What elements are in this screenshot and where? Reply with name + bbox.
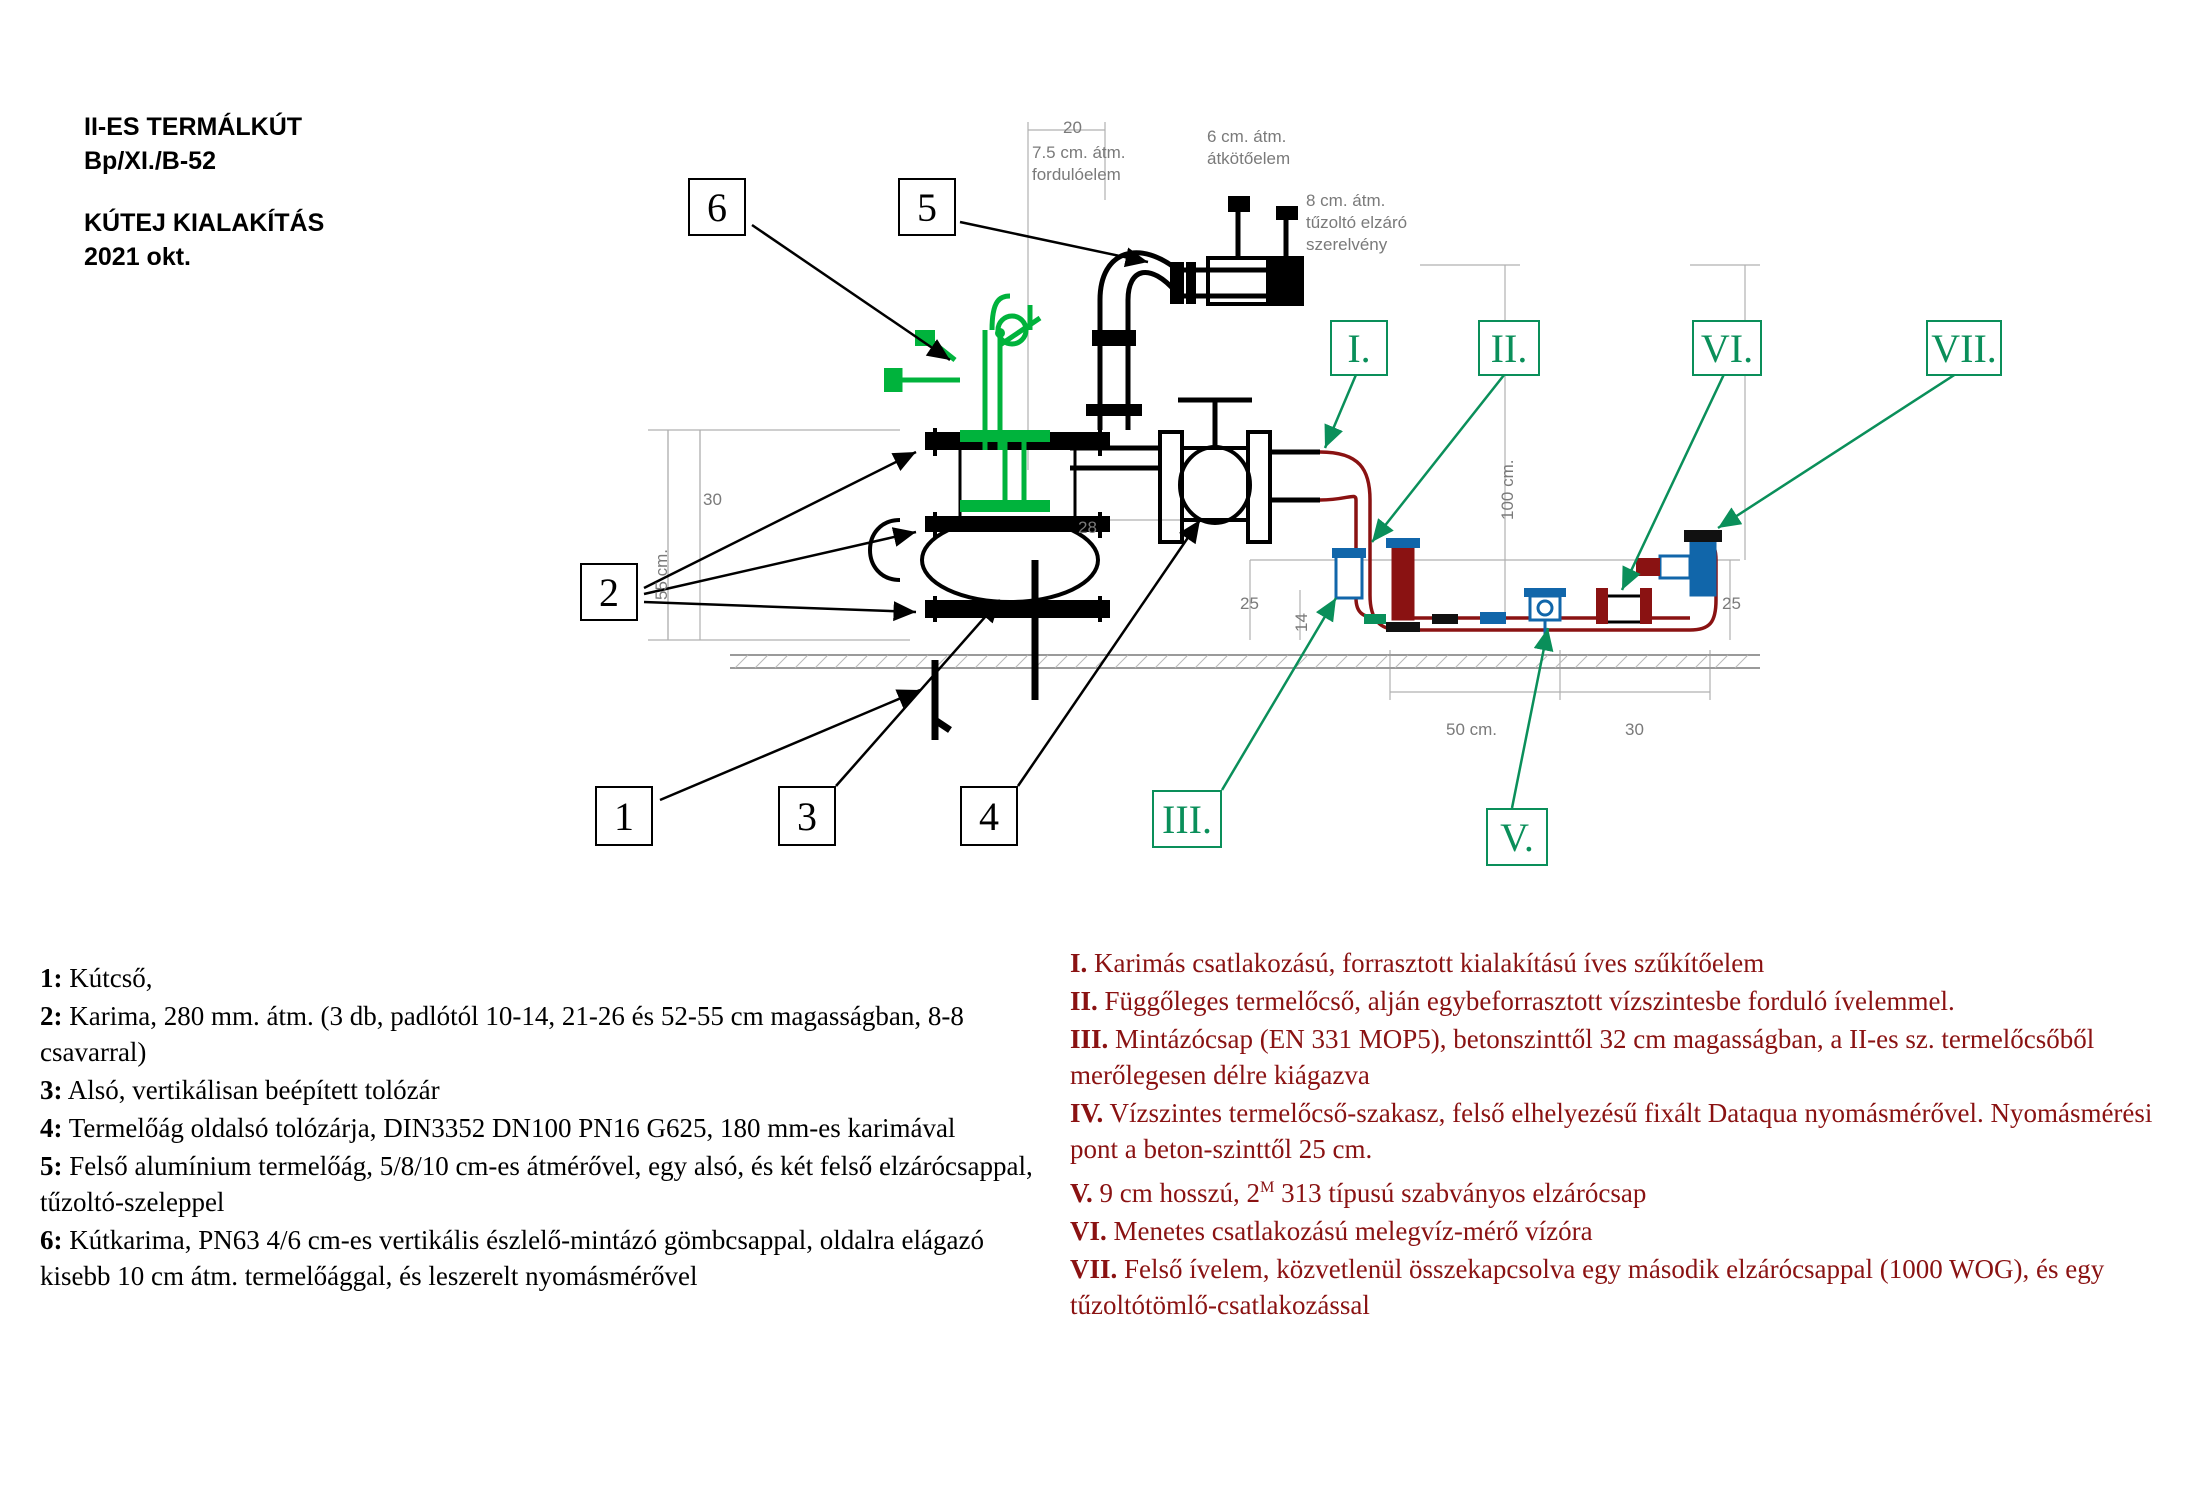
legend-item-4-num: 4: bbox=[40, 1113, 63, 1143]
legend-item-2-num: 2: bbox=[40, 1001, 63, 1031]
legend-roman bbox=[1070, 945, 2180, 1325]
legend-item-v bbox=[1070, 1169, 2180, 1211]
note-tuzolto-3: szerelvény bbox=[1306, 235, 1388, 254]
callout-vii-label: VII. bbox=[1931, 325, 1997, 371]
dim-25-left: 25 bbox=[1240, 594, 1259, 613]
legend-item-3-num: 3: bbox=[40, 1075, 63, 1105]
dim-25-right: 25 bbox=[1722, 594, 1741, 613]
legend-item-1-num: 1: bbox=[40, 963, 63, 993]
callout-v-label: V. bbox=[1500, 814, 1534, 860]
callout-ii[interactable] bbox=[1478, 320, 1540, 376]
valve-iii bbox=[1336, 556, 1362, 598]
callout-ii-label: II. bbox=[1490, 325, 1528, 371]
title-line-1: II-ES TERMÁLKÚT bbox=[84, 113, 303, 141]
dim-30-bottom: 30 bbox=[1625, 720, 1644, 739]
dim-28: 28 bbox=[1078, 518, 1097, 537]
callout-4-label: 4 bbox=[979, 793, 999, 839]
legend-item-2-text: Karima, 280 mm. átm. (3 db, padlótól 10-14, 21-26 és 52-55 cm magasságban, 8-8 csavarral) bbox=[40, 1001, 964, 1067]
legend-item-1 bbox=[40, 960, 1060, 996]
end-assembly-vii bbox=[1636, 530, 1722, 596]
note-atkotoelem-1: 6 cm. átm. bbox=[1207, 127, 1287, 146]
note-fordulóelem-2: fordulóelem bbox=[1032, 165, 1121, 184]
callout-3[interactable] bbox=[778, 786, 836, 846]
title-line-4: 2021 okt. bbox=[84, 243, 192, 271]
legend-item-vii-text: Felső ívelem, közvetlenül összekapcsolva egy második elzárócsappal (1000 WOG), és egy tűzoltótömlő-csatlakozással bbox=[1070, 1254, 2105, 1320]
note-tuzolto-1: 8 cm. átm. bbox=[1306, 191, 1386, 210]
callout-i[interactable] bbox=[1330, 320, 1388, 376]
callout-i-label: I. bbox=[1347, 325, 1371, 371]
legend-item-vi-num: VI. bbox=[1070, 1216, 1107, 1246]
legend-item-iii bbox=[1070, 1021, 2180, 1093]
legend-item-4-text: Termelőág oldalsó tolózárja, DIN3352 DN100 PN16 G625, 180 mm-es karimával bbox=[62, 1113, 956, 1143]
callout-v[interactable] bbox=[1486, 808, 1548, 866]
legend-item-2 bbox=[40, 998, 1060, 1070]
legend-item-ii-num: II. bbox=[1070, 986, 1098, 1016]
dim-100cm: 100 cm. bbox=[1498, 459, 1517, 520]
callout-2-label: 2 bbox=[599, 569, 619, 615]
legend-item-5-num: 5: bbox=[40, 1151, 63, 1181]
legend-item-v-num: V. bbox=[1070, 1178, 1093, 1208]
legend-item-ii bbox=[1070, 983, 2180, 1019]
legend-item-6-text: Kútkarima, PN63 4/6 cm-es vertikális észlelő-mintázó gömbcsappal, oldalra elágazó kisebb 10 cm átm. termelőággal, és leszerelt nyomásmérővel bbox=[40, 1225, 984, 1291]
dim-50cm: 50 cm. bbox=[1446, 720, 1498, 739]
dim-55cm: 55 cm. bbox=[652, 548, 671, 600]
callout-vi-label: VI. bbox=[1700, 325, 1754, 371]
callout-6-label: 6 bbox=[707, 184, 727, 230]
legend-item-ii-text: Függőleges termelőcső, alján egybeforrasztott vízszintesbe forduló ívelemmel. bbox=[1097, 986, 1955, 1016]
legend-item-iv-text: Vízszintes termelőcső-szakasz, felső elhelyezésű fixált Dataqua nyomásmérővel. Nyomásmérési pont a beton-szinttől 25 cm. bbox=[1070, 1098, 2153, 1164]
legend-item-vii bbox=[1070, 1251, 2180, 1323]
dim-14: 14 bbox=[1292, 613, 1311, 632]
callout-4[interactable] bbox=[960, 786, 1018, 846]
legend-item-iv bbox=[1070, 1095, 2180, 1167]
callout-vii[interactable] bbox=[1926, 320, 2002, 376]
dim-30-left: 30 bbox=[703, 490, 722, 509]
legend-item-6-num: 6: bbox=[40, 1225, 63, 1255]
legend-item-vi-text: Menetes csatlakozású melegvíz-mérő vízóra bbox=[1106, 1216, 1593, 1246]
legend-item-5 bbox=[40, 1148, 1060, 1220]
callout-2[interactable] bbox=[580, 563, 638, 621]
legend-item-vii-num: VII. bbox=[1070, 1254, 1118, 1284]
note-tuzolto-2: tűzoltó elzáró bbox=[1306, 213, 1408, 232]
legend-item-3 bbox=[40, 1072, 1060, 1108]
legend-item-v-text: 9 cm hosszú, $2^M$ 313 típusú szabványos elzárócsap bbox=[1092, 1178, 1647, 1208]
callout-5[interactable] bbox=[898, 178, 956, 236]
callout-6[interactable] bbox=[688, 178, 746, 236]
callout-1-label: 1 bbox=[614, 793, 634, 839]
legend-item-1-text: Kútcső, bbox=[62, 963, 153, 993]
legend-item-iii-text: Mintázócsap (EN 331 MOP5), betonszinttől 32 cm magasságban, a II-es sz. termelőcsőből merőlegesen délre kiágazva bbox=[1070, 1024, 2095, 1090]
legend-item-5-text: Felső alumínium termelőág, 5/8/10 cm-es átmérővel, egy alsó, és két felső elzárócsappal, tűzoltó-szeleppel bbox=[40, 1151, 1033, 1217]
legend-item-6 bbox=[40, 1222, 1060, 1294]
water-meter-vi bbox=[1596, 588, 1652, 624]
note-atkotoelem-2: átkötőelem bbox=[1207, 149, 1291, 168]
callout-5-label: 5 bbox=[917, 184, 937, 230]
title-line-3: KÚTEJ KIALAKÍTÁS bbox=[84, 209, 325, 237]
dim-20: 20 bbox=[1063, 118, 1082, 137]
note-fordulóelem-1: 7.5 cm. átm. bbox=[1032, 143, 1126, 162]
callout-iii-label: III. bbox=[1162, 796, 1212, 842]
callout-iii[interactable] bbox=[1152, 790, 1222, 848]
callout-3-label: 3 bbox=[797, 793, 817, 839]
title-line-2: Bp/XI./B-52 bbox=[84, 147, 216, 175]
legend-item-i-num: I. bbox=[1070, 948, 1088, 978]
legend-item-4 bbox=[40, 1110, 1060, 1146]
callout-1[interactable] bbox=[595, 786, 653, 846]
legend-item-i bbox=[1070, 945, 2180, 981]
legend-item-i-text: Karimás csatlakozású, forrasztott kialakítású íves szűkítőelem bbox=[1087, 948, 1765, 978]
legend-item-iii-num: III. bbox=[1070, 1024, 1109, 1054]
callout-vi[interactable] bbox=[1692, 320, 1762, 376]
legend-item-iv-num: IV. bbox=[1070, 1098, 1104, 1128]
legend-item-3-text: Alsó, vertikálisan beépített tolózár bbox=[62, 1075, 440, 1105]
legend-numeric bbox=[40, 960, 1060, 1296]
legend-item-vi bbox=[1070, 1213, 2180, 1249]
